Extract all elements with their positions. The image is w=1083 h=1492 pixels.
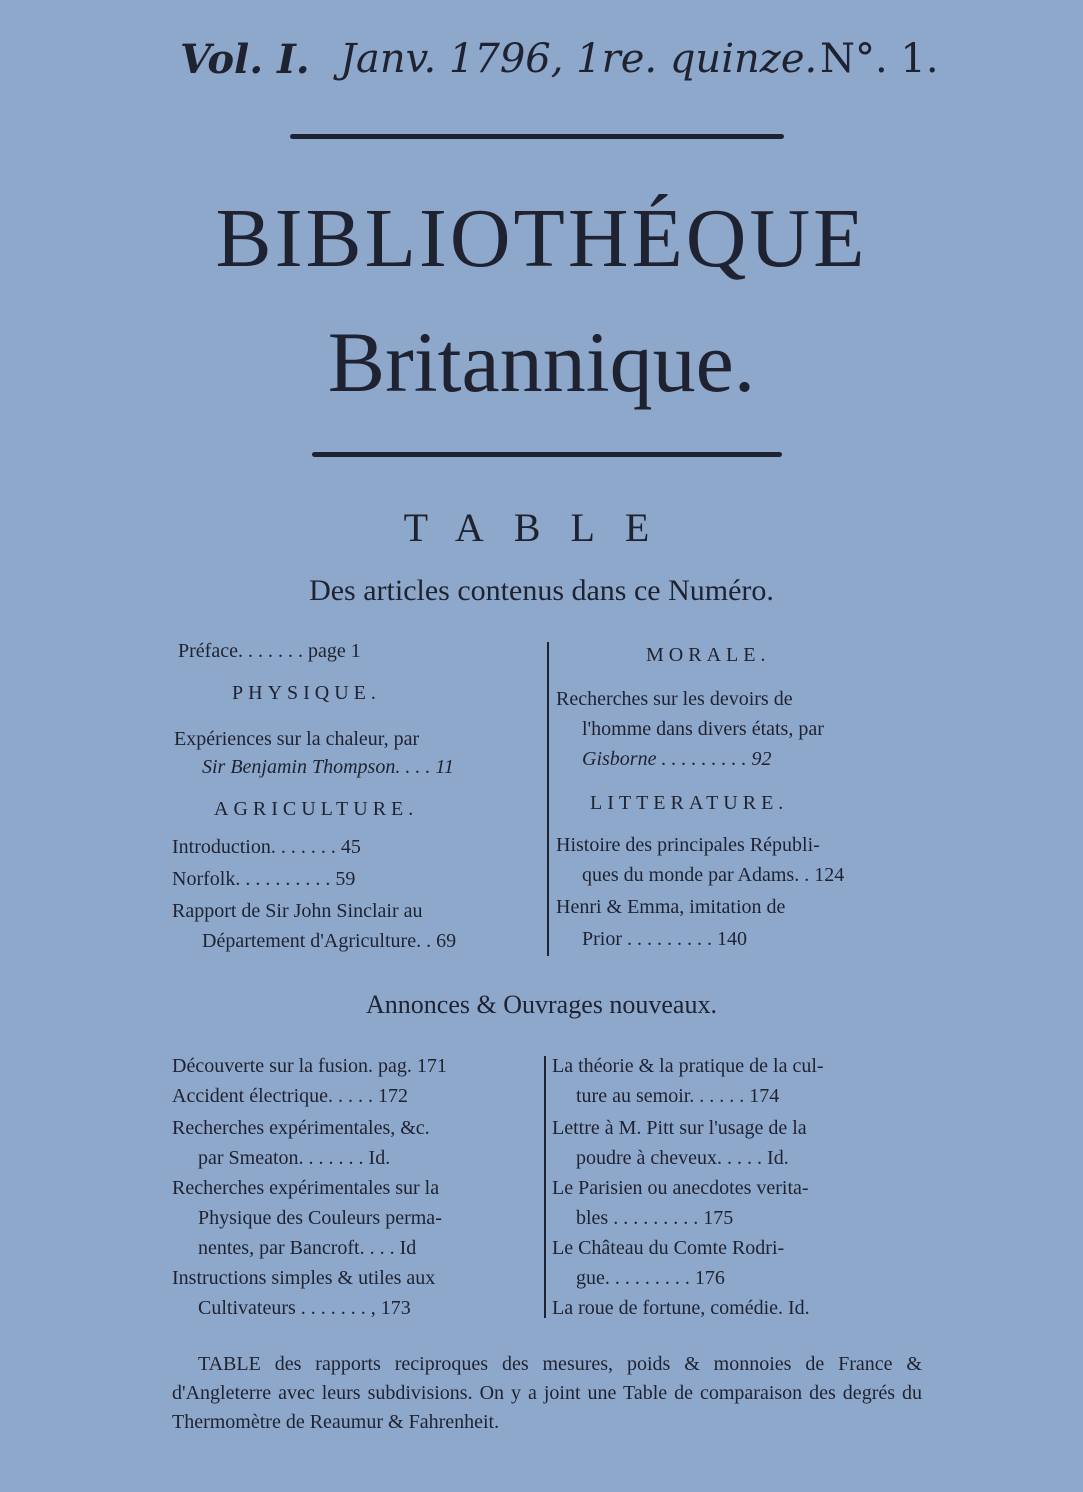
column-divider bbox=[547, 642, 549, 956]
title-line-1: BIBLIOTHÉQUE bbox=[215, 192, 868, 285]
title-line-2: Britannique. bbox=[327, 314, 756, 410]
issue-date: Janv. 1796, 1re. quinze. bbox=[340, 36, 818, 82]
agriculture-entry-line: Rapport de Sir John Sinclair au bbox=[172, 900, 423, 922]
bottom-note: TABLE des rapports reciproques des mesures, poids & monnoies de France & d'Angleterre avec leurs subdivisions. On y a joint une Table de comparaison des degrés du Thermomètre de Reaumur & Fahrenheit. bbox=[172, 1353, 922, 1433]
agriculture-entry: Norfolk. . . . . . . . . . 59 bbox=[172, 868, 356, 890]
issue-number: N°. 1. bbox=[820, 36, 939, 82]
annonce-line: par Smeaton. . . . . . . Id. bbox=[198, 1147, 391, 1169]
annonce-line: La théorie & la pratique de la cul- bbox=[552, 1055, 824, 1077]
annonce-line: Recherches expérimentales, &c. bbox=[172, 1117, 430, 1139]
litterature-heading: LITTERATURE. bbox=[590, 792, 789, 814]
articles-right-column bbox=[556, 640, 926, 960]
annonce-line: ture au semoir. . . . . . 174 bbox=[576, 1085, 780, 1107]
annonce-line: La roue de fortune, comédie. Id. bbox=[552, 1297, 810, 1319]
annonce-line: Le Château du Comte Rodri- bbox=[552, 1237, 785, 1259]
preface-entry: Préface. . . . . . . page 1 bbox=[178, 640, 361, 662]
annonce-line: Cultivateurs . . . . . . . , 173 bbox=[198, 1297, 411, 1319]
morale-heading: MORALE. bbox=[646, 644, 771, 666]
annonce-line: Le Parisien ou anecdotes verita- bbox=[552, 1177, 809, 1199]
annonce-line: Lettre à M. Pitt sur l'usage de la bbox=[552, 1117, 807, 1139]
title-rule bbox=[312, 452, 782, 457]
physique-entry-line: Expériences sur la chaleur, par bbox=[174, 728, 420, 750]
morale-entry-line: Gisborne . . . . . . . . . 92 bbox=[582, 748, 772, 770]
annonces-right-column bbox=[552, 1055, 922, 1325]
annonce-line: gue. . . . . . . . . 176 bbox=[576, 1267, 725, 1289]
physique-entry-line: Sir Benjamin Thompson. . . . 11 bbox=[202, 756, 454, 778]
morale-entry-line: Recherches sur les devoirs de bbox=[556, 688, 793, 710]
litterature-entry-line: ques du monde par Adams. . 124 bbox=[582, 864, 845, 886]
morale-entry-line: l'homme dans divers états, par bbox=[582, 718, 824, 740]
annonce-line: bles . . . . . . . . . 175 bbox=[576, 1207, 734, 1229]
annonces-left-column bbox=[172, 1055, 538, 1325]
top-rule bbox=[290, 134, 784, 139]
annonce-line: nentes, par Bancroft. . . . Id bbox=[198, 1237, 417, 1259]
annonce-line: Recherches expérimentales sur la bbox=[172, 1177, 440, 1199]
annonce-line: Physique des Couleurs perma- bbox=[198, 1207, 442, 1229]
annonces-divider bbox=[544, 1056, 546, 1318]
agriculture-entry-line: Département d'Agriculture. . 69 bbox=[202, 930, 457, 952]
litterature-entry-line: Prior . . . . . . . . . 140 bbox=[582, 928, 747, 950]
annonce-line: Découverte sur la fusion. pag. 171 bbox=[172, 1055, 447, 1077]
table-heading: TABLE bbox=[403, 505, 680, 550]
table-subheading: Des articles contenus dans ce Numéro. bbox=[309, 574, 774, 607]
agriculture-entry: Introduction. . . . . . . 45 bbox=[172, 836, 361, 858]
annonce-line: poudre à cheveux. . . . . Id. bbox=[576, 1147, 789, 1169]
litterature-entry-line: Henri & Emma, imitation de bbox=[556, 896, 786, 918]
annonce-line: Instructions simples & utiles aux bbox=[172, 1267, 436, 1289]
issue-header bbox=[160, 36, 960, 96]
agriculture-heading: AGRICULTURE. bbox=[214, 798, 419, 820]
annonce-line: Accident électrique. . . . . 172 bbox=[172, 1085, 409, 1107]
volume-label: Vol. I. bbox=[180, 36, 310, 83]
articles-left-column bbox=[172, 640, 544, 960]
annonces-heading: Annonces & Ouvrages nouveaux. bbox=[366, 990, 717, 1019]
litterature-entry-line: Histoire des principales Républi- bbox=[556, 834, 820, 856]
physique-heading: PHYSIQUE. bbox=[232, 682, 381, 704]
